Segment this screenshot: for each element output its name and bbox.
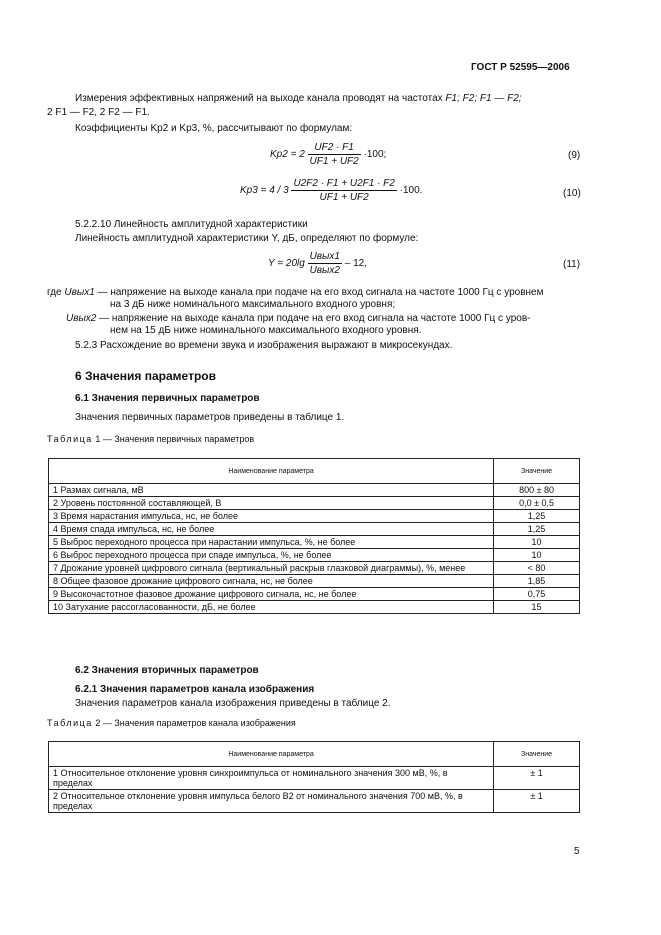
table-cell-value: < 80 (494, 562, 580, 575)
table-cell-value: 1,85 (494, 575, 580, 588)
table-2-caption-rest: 2 — Значения параметров канала изображения (95, 718, 296, 728)
table-cell-value: 10 (494, 536, 580, 549)
table-cell-value: 15 (494, 601, 580, 614)
table-cell-name: 9 Высокочастотное фазовое дрожание цифрового сигнала, нс, не более (49, 588, 494, 601)
table-1-caption (47, 434, 254, 444)
intro-line-1 (75, 93, 522, 104)
table-2-caption (47, 718, 296, 728)
section-6-1-title: 6.1 Значения первичных параметров (75, 393, 260, 404)
section-6-2-title: 6.2 Значения вторичных параметров (75, 665, 259, 676)
table-cell-value: 1,25 (494, 510, 580, 523)
formula-11 (268, 251, 367, 276)
formula-9-number: (9) (568, 150, 581, 161)
table-2-head-value: Значение (494, 742, 580, 767)
table-row (49, 588, 580, 601)
formula-10-left: Kp3 = 4 / 3 (240, 185, 289, 197)
table-cell-name: 4 Время спада импульса, нс, не более (49, 523, 494, 536)
section-5-2-3: 5.2.3 Расхождение во времени звука и изображения выражают в микросекундах. (75, 340, 453, 351)
table-row (49, 767, 580, 790)
table-2-head-name: Наименование параметра (49, 742, 494, 767)
formula-9-numerator: UF2 · F1 (308, 142, 361, 155)
table-cell-name: 2 Уровень постоянной составляющей, В (49, 497, 494, 510)
table-row (49, 549, 580, 562)
formula-10-fraction (291, 178, 396, 203)
formula-9-tail: ·100; (363, 149, 387, 161)
table-cell-value: 1,25 (494, 523, 580, 536)
formula-11-denominator: Uвых2 (309, 265, 340, 276)
formula-11-numerator: Uвых1 (309, 251, 340, 262)
standard-code-header: ГОСТ Р 52595—2006 (471, 62, 570, 73)
section-5-2-2-10-text: Линейность амплитудной характеристики Y, дБ, определяют по формуле: (75, 233, 419, 244)
intro-line-2: 2 F1 — F2, 2 F2 — F1. (47, 107, 150, 118)
table-1-caption-rest: 1 — Значения первичных параметров (95, 434, 255, 444)
table-1-head-name: Наименование параметра (49, 459, 494, 484)
section-5-2-2-10-title: 5.2.2.10 Линейность амплитудной характеристики (75, 219, 308, 230)
table-2 (48, 741, 580, 813)
table-row (49, 790, 580, 813)
formula-11-number: (11) (563, 259, 581, 270)
table-1-caption-word: Таблица (47, 434, 93, 444)
formula-10-tail: ·100. (399, 185, 423, 197)
formula-9-denominator: UF1 + UF2 (309, 156, 359, 167)
where-u2-line-2: нем на 15 дБ ниже номинального максимального входного уровня. (110, 325, 422, 336)
formula-11-tail: – 12, (344, 258, 367, 270)
table-row (49, 523, 580, 536)
where-u1-symbol: Uвых1 (64, 287, 95, 298)
table-2-header-row (49, 742, 580, 767)
table-1-head-value: Значение (494, 459, 580, 484)
table-row (49, 562, 580, 575)
table-1-header-row (49, 459, 580, 484)
table-cell-name: 6 Выброс переходного процесса при спаде импульса, %, не более (49, 549, 494, 562)
section-6-2-1-text: Значения параметров канала изображения приведены в таблице 2. (75, 698, 391, 709)
table-cell-value: ± 1 (494, 767, 580, 790)
table-1 (48, 458, 580, 614)
table-cell-name: 1 Относительное отклонение уровня синхроимпульса от номинального значения 300 мВ, %, в пределах (49, 767, 494, 790)
section-6-2-1-title: 6.2.1 Значения параметров канала изображения (75, 684, 315, 695)
table-cell-value: 10 (494, 549, 580, 562)
formula-9 (270, 142, 386, 167)
formula-10-numerator: U2F2 · F1 + U2F1 · F2 (293, 178, 395, 189)
where-prefix: где (47, 287, 62, 298)
table-cell-name: 10 Затухание рассогласованности, дБ, не более (49, 601, 494, 614)
where-u2-line-1 (66, 313, 530, 324)
table-cell-name: 7 Дрожание уровней цифрового сигнала (вертикальный раскрыв глазковой диаграммы), %, менее (49, 562, 494, 575)
table-cell-name: 1 Размах сигнала, мВ (49, 484, 494, 497)
table-cell-name: 2 Относительное отклонение уровня импульса белого B2 от номинального значения 700 мВ, %, в пределах (49, 790, 494, 813)
intro-line-3-a: Коэффициенты (75, 123, 148, 134)
intro-line-3 (75, 123, 352, 134)
formula-11-left: Y = 20lg (268, 258, 305, 270)
where-u1-line-2: на 3 дБ ниже номинального максимального входного уровня; (110, 299, 396, 310)
table-cell-name: 5 Выброс переходного процесса при нарастании импульса, %, не более (49, 536, 494, 549)
table-row (49, 510, 580, 523)
table-cell-value: 0,75 (494, 588, 580, 601)
table-row (49, 601, 580, 614)
table-cell-name: 3 Время нарастания импульса, нс, не более (49, 510, 494, 523)
table-cell-value: 0,0 ± 0,5 (494, 497, 580, 510)
table-row (49, 575, 580, 588)
page-number: 5 (574, 846, 580, 857)
table-row (49, 497, 580, 510)
table-row (49, 484, 580, 497)
formula-9-left: Kp2 = 2 (270, 149, 305, 161)
formula-10-number: (10) (563, 188, 581, 199)
formula-9-fraction (308, 142, 361, 167)
table-cell-value: ± 1 (494, 790, 580, 813)
table-cell-name: 8 Общее фазовое дрожание цифрового сигнала, нс, не более (49, 575, 494, 588)
where-u1-line-1 (47, 287, 544, 298)
where-u2-symbol: Uвых2 (66, 313, 97, 324)
formula-10-denominator: UF1 + UF2 (319, 192, 369, 203)
table-2-caption-word: Таблица (47, 718, 93, 728)
section-6-1-text: Значения первичных параметров приведены в таблице 1. (75, 412, 345, 423)
formula-11-fraction (308, 251, 342, 276)
formula-10 (240, 178, 422, 203)
section-6-title: 6 Значения параметров (75, 369, 216, 383)
intro-line-1-freqs: F1; F2; F1 — F2; (445, 93, 522, 104)
where-u2-text: — напряжение на выходе канала при подаче на его вход сигнала на частоте 1000 Гц с уров- (99, 313, 531, 324)
table-cell-value: 800 ± 80 (494, 484, 580, 497)
table-row (49, 536, 580, 549)
where-u1-text: — напряжение на выходе канала при подаче на его вход сигнала на частоте 1000 Гц с уровнем (97, 287, 544, 298)
intro-line-1-text: Измерения эффективных напряжений на выходе канала проводят на частотах (75, 93, 443, 104)
intro-line-3-b: Kp2 и Kp3, %, рассчитывают по формулам: (150, 123, 353, 134)
